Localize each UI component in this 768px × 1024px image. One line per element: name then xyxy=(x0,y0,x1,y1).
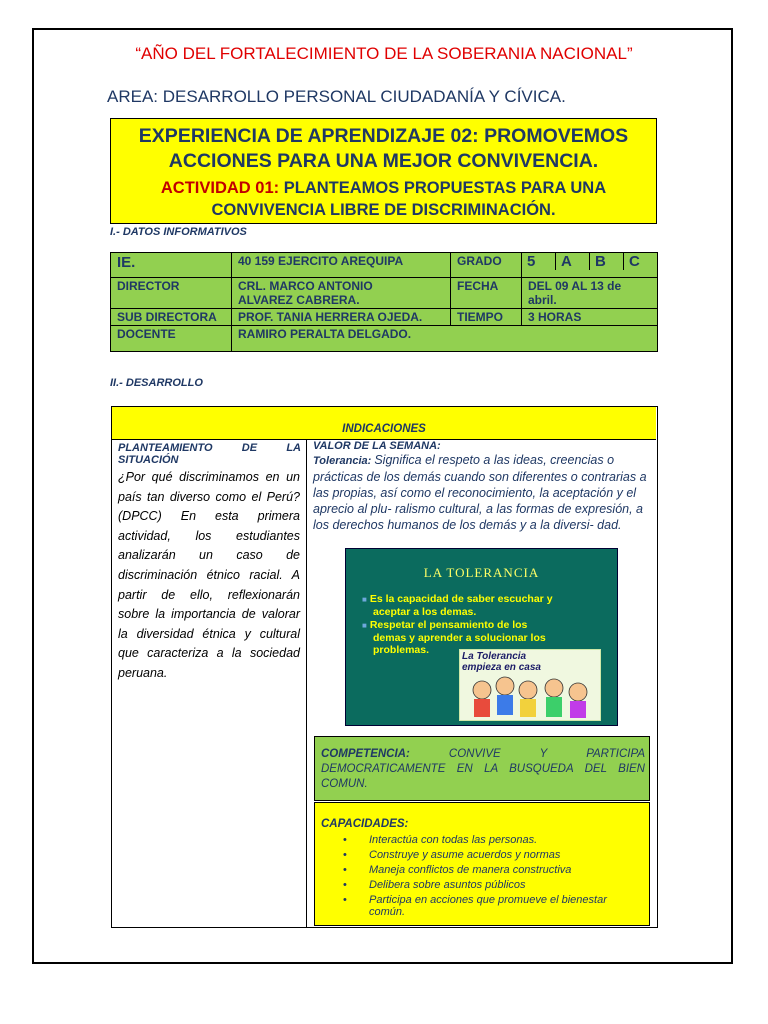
capacidades-list xyxy=(315,834,651,921)
section-a: A xyxy=(556,253,590,270)
tiempo-value: 3 HORAS xyxy=(522,309,658,326)
list-item: • Construye y asume acuerdos y normas xyxy=(315,849,651,861)
grado-label: GRADO xyxy=(451,253,522,278)
list-item: • Maneja conflictos de manera constructiva xyxy=(315,864,651,876)
valor-heading: VALOR DE LA SEMANA: xyxy=(313,440,441,452)
slide-bullet-1b: aceptar a los demas. xyxy=(373,606,477,618)
competencia-value: CONVIVE Y PARTICIPA DEMOCRATICAMENTE EN LA BUSQUEDA DEL BIEN COMUN. xyxy=(321,748,645,790)
competencia-label: COMPETENCIA: xyxy=(321,748,410,760)
slide-bullet-1 xyxy=(362,593,553,618)
competencia-text xyxy=(321,747,645,792)
slide-bullet-2c: problemas. xyxy=(373,644,430,656)
fecha-value-1: DEL 09 AL 13 de xyxy=(528,279,622,293)
planteamiento-heading-2: SITUACIÓN xyxy=(118,454,179,466)
valor-text xyxy=(313,452,651,533)
slide-title: LA TOLERANCIA xyxy=(423,565,540,580)
director-value-1: CRL. MARCO ANTONIO xyxy=(238,279,373,293)
bullet-marker-icon: ■ xyxy=(362,595,367,604)
tolerancia-slide-image xyxy=(345,548,618,726)
activity-line2: CONVIVENCIA LIBRE DE DISCRIMINACIÓN. xyxy=(211,201,556,219)
director-value-2: ALVAREZ CABRERA. xyxy=(238,293,360,307)
experience-title-line1: EXPERIENCIA DE APRENDIZAJE 02: PROMOVEMOS xyxy=(138,125,629,147)
activity-line1: PLANTEAMOS PROPUESTAS PARA UNA xyxy=(283,179,607,197)
slide-bullet-2b: demas y aprender a solucionar los xyxy=(373,632,546,644)
director-value xyxy=(232,278,451,309)
children-illustration xyxy=(459,649,601,721)
national-motto: “AÑO DEL FORTALECIMIENTO DE LA SOBERANIA NACIONAL” xyxy=(135,44,633,63)
slide-bullet-1a: Es la capacidad de saber escuchar y xyxy=(369,593,553,605)
planteamiento-text: ¿Por qué discriminamos en un país tan diverso como el Perú? (DPCC) En esta primera actividad, los estudiantes analizarán un caso de discriminación étnico racial. A partir de ello, reflexionarán sobre la importancia de valorar la diversidad étnica y cultural que caracteriza a la sociedad peruana. xyxy=(118,470,300,680)
list-item: • Participa en acciones que promueve el bienestar común. xyxy=(315,894,651,918)
docente-label: DOCENTE xyxy=(111,326,232,352)
activity-sep: : xyxy=(273,179,284,197)
list-item: • Interactúa con todas las personas. xyxy=(315,834,651,846)
section-b: B xyxy=(590,253,624,270)
tiempo-label: TIEMPO xyxy=(451,309,522,326)
valor-definition: Significa el respeto a las ideas, creencias o prácticas de los demás cuando son diferentes o contrarias a las propias, así como el reconocimiento, la aceptación y el aprecio al plu- ralismo cultural, a las formas de expresión, a los derechos humanos de los demás y a la diversi- dad. xyxy=(313,453,647,532)
grado-number: 5 xyxy=(522,253,556,270)
activity-prefix: ACTIVIDAD 01 xyxy=(160,179,274,197)
desarrollo-heading: II.- DESARROLLO xyxy=(110,377,203,389)
experience-title xyxy=(111,124,656,174)
grado-values xyxy=(522,253,658,278)
desarrollo-table xyxy=(111,406,658,928)
bullet-marker-icon: ■ xyxy=(362,621,367,630)
valor-term: Tolerancia: xyxy=(313,455,375,467)
area-title: AREA: DESARROLLO PERSONAL CIUDADANÍA Y CÍVICA. xyxy=(107,87,566,106)
list-item: • Delibera sobre asuntos públicos xyxy=(315,879,651,891)
fecha-value-2: abril. xyxy=(528,293,557,307)
ie-label: IE. xyxy=(111,253,232,278)
poster-text-2: empieza en casa xyxy=(462,662,541,673)
subdirectora-label: SUB DIRECTORA xyxy=(111,309,232,326)
indicaciones-header: INDICACIONES xyxy=(112,407,656,440)
info-table xyxy=(110,252,658,352)
director-label: DIRECTOR xyxy=(111,278,232,309)
capacidades-heading: CAPACIDADES: xyxy=(321,818,409,830)
docente-value: RAMIRO PERALTA DELGADO. xyxy=(232,326,658,352)
ie-value: 40 159 EJERCITO AREQUIPA xyxy=(232,253,451,278)
fecha-value xyxy=(522,278,658,309)
subdirectora-value: PROF. TANIA HERRERA OJEDA. xyxy=(232,309,451,326)
experience-title-box xyxy=(110,118,657,224)
poster-text-1: La Tolerancia xyxy=(462,651,527,662)
slide-bullet-2a: Respetar el pensamiento de los xyxy=(369,619,528,631)
fecha-label: FECHA xyxy=(451,278,522,309)
competencia-box xyxy=(314,736,650,801)
activity-title xyxy=(111,177,656,221)
planteamiento-heading: PLANTEAMIENTO DE LA xyxy=(118,442,301,454)
capacidades-box xyxy=(314,802,650,926)
children-drawing-icon xyxy=(460,650,600,720)
experience-title-line2: ACCIONES PARA UNA MEJOR CONVIVENCIA. xyxy=(168,150,599,172)
planteamiento-column xyxy=(112,439,307,927)
section-c: C xyxy=(629,253,640,270)
datos-heading: I.- DATOS INFORMATIVOS xyxy=(110,226,247,238)
